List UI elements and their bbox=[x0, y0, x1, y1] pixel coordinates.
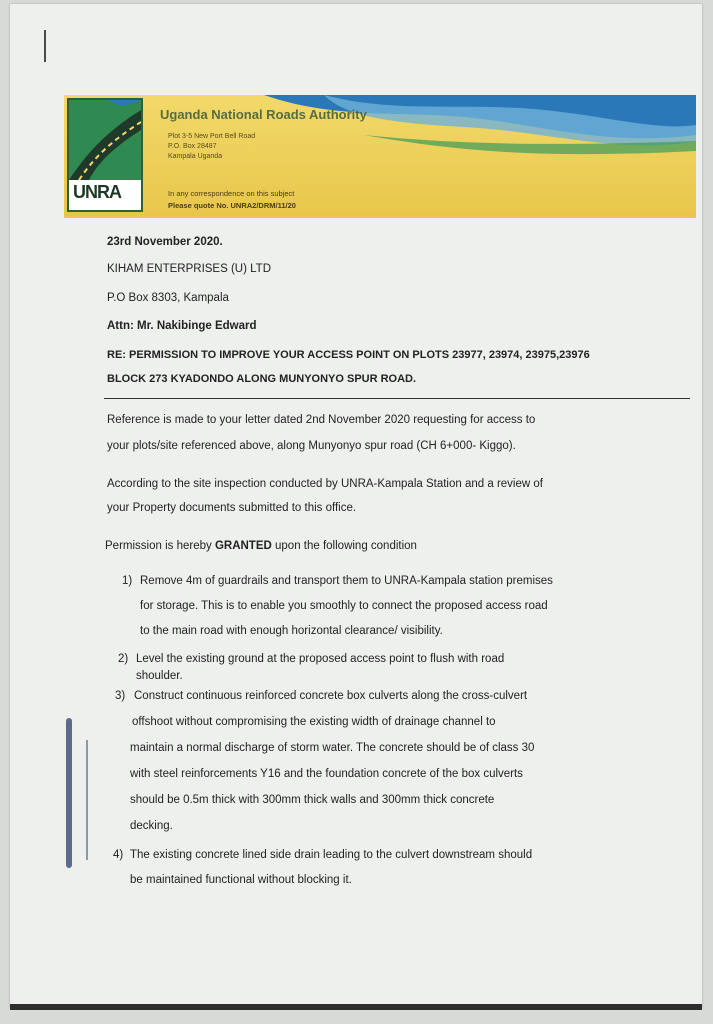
subject-divider bbox=[104, 398, 690, 399]
condition-4-line-2: be maintained functional without blocking it. bbox=[130, 874, 352, 886]
condition-2-line-1: Level the existing ground at the proposed access point to flush with road bbox=[136, 653, 505, 665]
para2-line2: your Property documents submitted to this office. bbox=[107, 502, 357, 514]
para2-line1: According to the site inspection conducted by UNRA-Kampala Station and a review of bbox=[107, 478, 543, 490]
road-logo-icon bbox=[69, 100, 141, 180]
page-bottom-edge bbox=[10, 1004, 702, 1010]
condition-1-number: 1) bbox=[122, 575, 133, 587]
logo-text: UNRA bbox=[73, 182, 121, 202]
permission-prefix: Permission is hereby bbox=[105, 540, 215, 552]
pen-stroke-mark-2 bbox=[86, 740, 88, 860]
address-line-2: P.O. Box 28487 bbox=[168, 143, 217, 150]
address-line-3: Kampala Uganda bbox=[168, 153, 223, 160]
quote-reference: Please quote No. UNRA2/DRM/11/20 bbox=[168, 201, 296, 210]
subject-line-1: RE: PERMISSION TO IMPROVE YOUR ACCESS POINT ON PLOTS 23977, 23974, 23975,23976 bbox=[107, 349, 590, 361]
permission-suffix: upon the following condition bbox=[271, 540, 417, 552]
pen-stroke-mark bbox=[66, 718, 72, 868]
permission-statement bbox=[105, 540, 417, 552]
condition-2-number: 2) bbox=[118, 653, 129, 665]
condition-4-number: 4) bbox=[113, 849, 124, 861]
condition-1-line-1: Remove 4m of guardrails and transport them to UNRA-Kampala station premises bbox=[140, 575, 553, 587]
condition-2-line-2: shoulder. bbox=[136, 670, 183, 682]
condition-3-line-5: should be 0.5m thick with 300mm thick walls and 300mm thick concrete bbox=[130, 794, 495, 806]
condition-1-line-3: to the main road with enough horizontal clearance/ visibility. bbox=[140, 625, 443, 637]
para1-line2: your plots/site referenced above, along Munyonyo spur road (CH 6+000- Kiggo). bbox=[107, 440, 516, 452]
org-name: Uganda National Roads Authority bbox=[160, 107, 367, 122]
letter-date: 23rd November 2020. bbox=[107, 236, 223, 248]
correspondence-note: In any correspondence on this subject bbox=[168, 189, 295, 198]
margin-mark-top bbox=[44, 30, 46, 62]
recipient-name: KIHAM ENTERPRISES (U) LTD bbox=[107, 263, 271, 275]
condition-3-line-2: offshoot without compromising the existing width of drainage channel to bbox=[132, 716, 496, 728]
condition-3-line-4: with steel reinforcements Y16 and the foundation concrete of the box culverts bbox=[130, 768, 523, 780]
condition-1-line-2: for storage. This is to enable you smoothly to connect the proposed access road bbox=[140, 600, 548, 612]
address-line-1: Plot 3-5 New Port Bell Road bbox=[168, 133, 256, 140]
recipient-address: P.O Box 8303, Kampala bbox=[107, 292, 229, 304]
letterhead-wave-graphic bbox=[64, 95, 696, 218]
letterhead bbox=[64, 95, 696, 218]
subject-line-2: BLOCK 273 KYADONDO ALONG MUNYONYO SPUR ROAD. bbox=[107, 373, 417, 385]
attention-line: Attn: Mr. Nakibinge Edward bbox=[107, 320, 257, 332]
condition-3-number: 3) bbox=[115, 690, 126, 702]
condition-3-line-3: maintain a normal discharge of storm water. The concrete should be of class 30 bbox=[130, 742, 535, 754]
unra-logo bbox=[67, 98, 143, 212]
permission-granted: GRANTED bbox=[214, 540, 272, 552]
condition-4-line-1: The existing concrete lined side drain leading to the culvert downstream should bbox=[130, 849, 533, 861]
para1-line1: Reference is made to your letter dated 2nd November 2020 requesting for access to bbox=[107, 414, 536, 426]
condition-3-line-6: decking. bbox=[130, 820, 173, 832]
condition-3-line-1: Construct continuous reinforced concrete box culverts along the cross-culvert bbox=[134, 690, 528, 702]
